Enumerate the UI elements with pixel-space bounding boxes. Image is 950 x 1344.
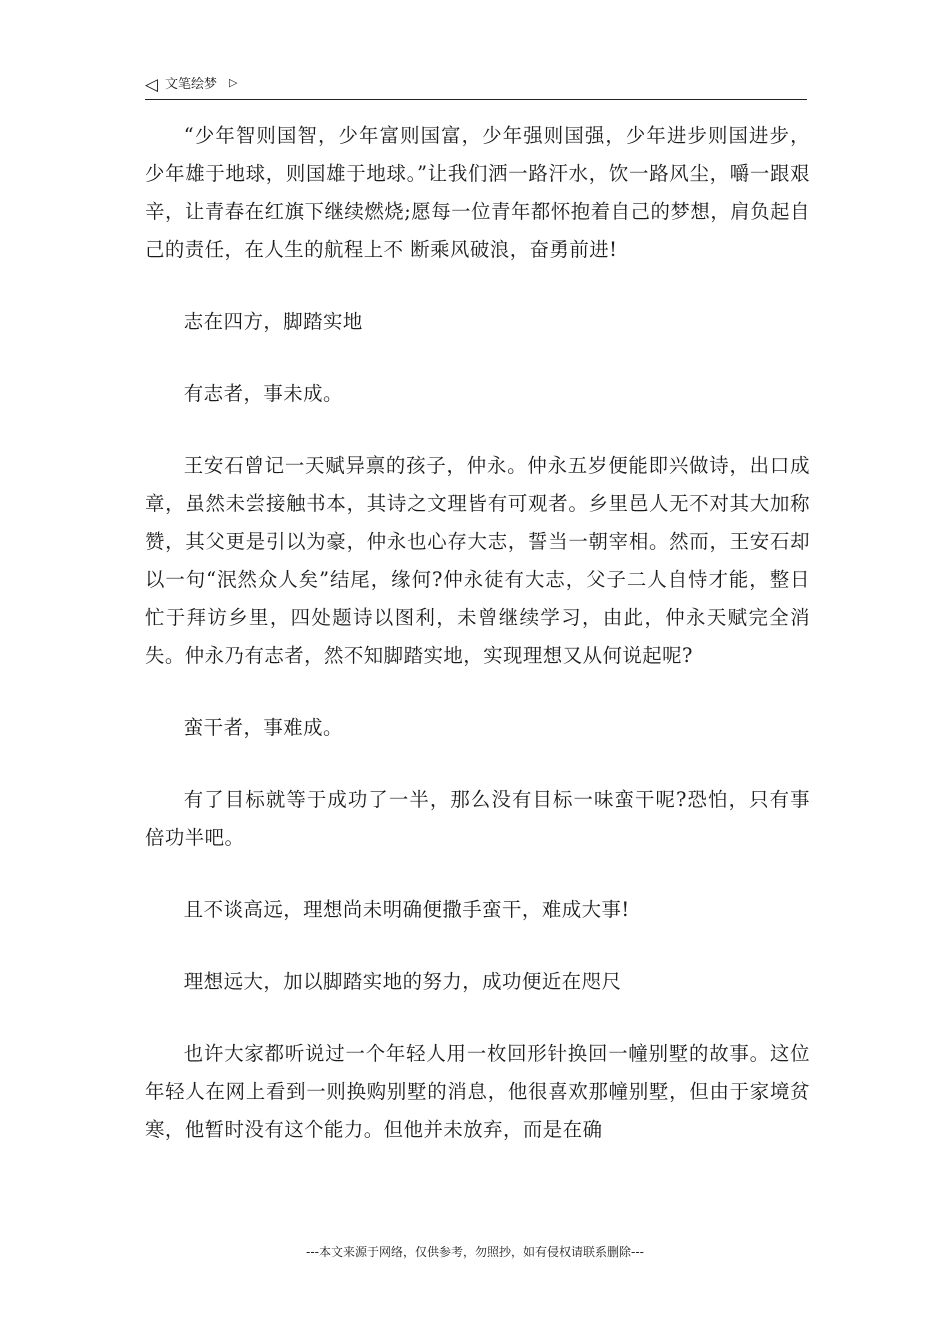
- page-footer: ---本文来源于网络，仅供参考，勿照抄，如有侵权请联系删除---: [306, 1245, 644, 1259]
- paragraph-zhongyong: 王安石曾记一天赋异禀的孩子，仲永。仲永五岁便能即兴做诗，出口成章，虽然未尝接触书本，其诗之文理皆有可观者。乡里邑人无不对其大加称赞，其父更是引以为豪，仲永也心存大志，誓当一朝宰相。然而，王安石却以一句“泯然众人矣”结尾，缘何?仲永徒有大志，父子二人自恃才能，整日忙于拜访乡里，四处题诗以图利，未曾继续学习，由此，仲永天赋完全消失。仲永乃有志者，然不知脚踏实地，实现理想又从何说起呢?: [145, 454, 810, 667]
- paragraph-intro: “少年智则国智，少年富则国富，少年强则国强，少年进步则国进步，少年雄于地球，则国雄于地球。”让我们洒一路汗水，饮一路风尘，嚼一跟艰辛，让青春在红旗下继续燃烧;愿每一位青年都怀抱着自己的梦想，肩负起自己的责任，在人生的航程上不 断乘风破浪，奋勇前进!: [145, 124, 810, 261]
- section-heading: 志在四方，脚踏实地: [183, 310, 363, 333]
- paragraph-paperclip-story: 也许大家都听说过一个年轻人用一枚回形针换回一幢别墅的故事。这位年轻人在网上看到一则换购别墅的消息，他很喜欢那幢别墅，但由于家境贫寒，他暂时没有这个能力。但他并未放弃，而是在确: [145, 1042, 810, 1141]
- paragraph-goal: 有了目标就等于成功了一半，那么没有目标一味蛮干呢?恐怕，只有事倍功半吧。: [145, 788, 810, 849]
- triangle-right-icon: ▷: [229, 76, 238, 89]
- paragraph-ambition: 且不谈高远，理想尚未明确便撒手蛮干，难成大事!: [183, 898, 630, 921]
- paragraph-subheading-3: 理想远大，加以脚踏实地的努力，成功便近在咫尺: [183, 970, 622, 993]
- document-body: [145, 117, 810, 1149]
- header-title: 文笔绘梦: [165, 77, 218, 92]
- page-header: [145, 73, 807, 100]
- paragraph-subheading-1: 有志者，事未成。: [183, 382, 343, 405]
- triangle-left-icon: ◁: [145, 75, 159, 95]
- paragraph-subheading-2: 蛮干者，事难成。: [183, 716, 343, 739]
